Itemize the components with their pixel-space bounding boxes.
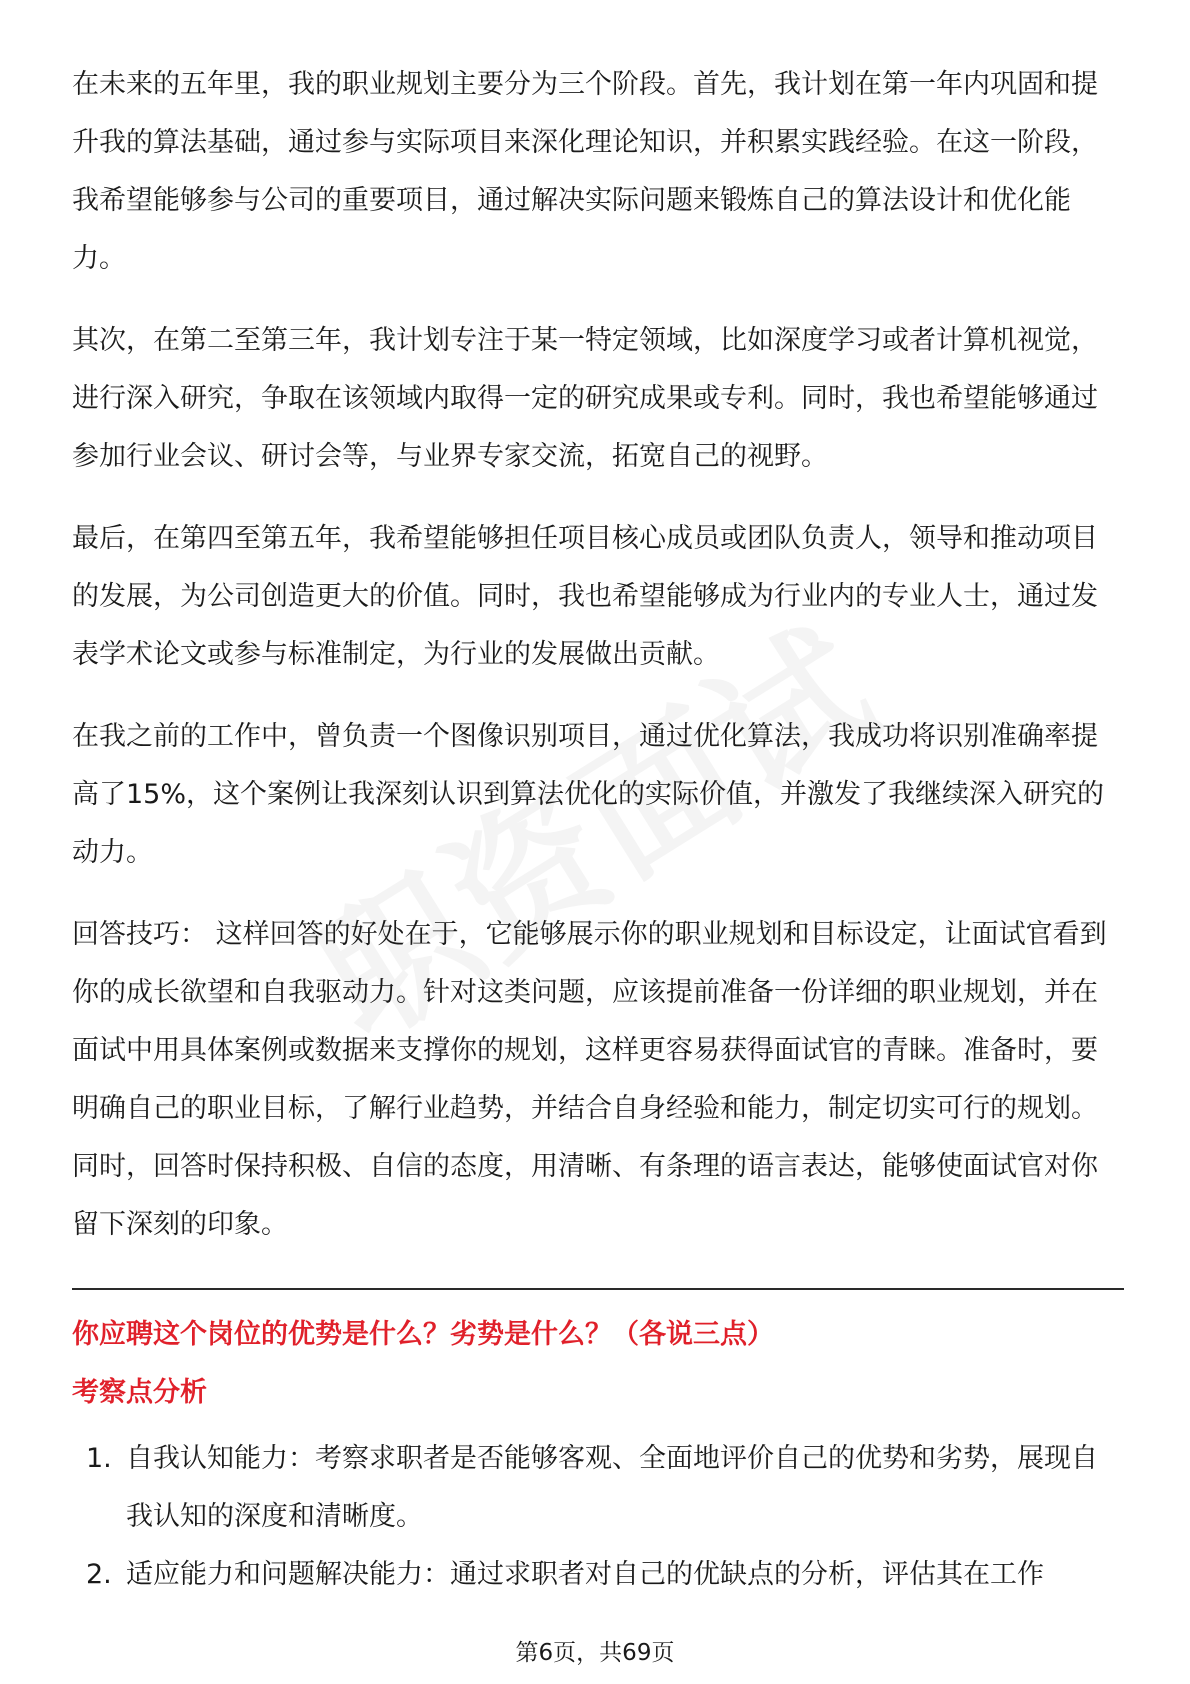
list-item-number: 2. [86, 1559, 112, 1590]
list-item [72, 1546, 1124, 1604]
section-divider [72, 1288, 1124, 1290]
paragraph-second-stage: 其次，在第二至第三年，我计划专注于某一特定领域，比如深度学习或者计算机视觉，进行深入研究，争取在该领域内取得一定的研究成果或专利。同时，我也希望能够通过参加行业会议、研讨会等，与业界专家交流，拓宽自己的视野。 [72, 325, 1098, 472]
list-item-text: 适应能力和问题解决能力：通过求职者对自己的优缺点的分析，评估其在工作 [126, 1559, 1044, 1590]
page-number-footer: 第6页，共69页 [515, 1640, 675, 1666]
list-item-text: 自我认知能力：考察求职者是否能够客观、全面地评价自己的优势和劣势，展现自我认知的深度和清晰度。 [126, 1443, 1098, 1532]
analysis-list [72, 1430, 1124, 1604]
analysis-heading: 考察点分析 [72, 1377, 207, 1408]
paragraph-case-example: 在我之前的工作中，曾负责一个图像识别项目，通过优化算法，我成功将识别准确率提高了15%，这个案例让我深刻认识到算法优化的实际价值，并激发了我继续深入研究的动力。 [72, 721, 1105, 868]
list-item [72, 1430, 1124, 1546]
question-heading: 你应聘这个岗位的优势是什么？劣势是什么？（各说三点） [72, 1319, 774, 1350]
paragraph-third-stage: 最后，在第四至第五年，我希望能够担任项目核心成员或团队负责人，领导和推动项目的发展，为公司创造更大的价值。同时，我也希望能够成为行业内的专业人士，通过发表学术论文或参与标准制定，为行业的发展做出贡献。 [72, 523, 1098, 670]
list-item-number: 1. [86, 1443, 112, 1474]
paragraph-answer-tips: 回答技巧： 这样回答的好处在于，它能够展示你的职业规划和目标设定，让面试官看到你的成长欲望和自我驱动力。针对这类问题，应该提前准备一份详细的职业规划，并在面试中用具体案例或数据来支撑你的规划，这样更容易获得面试官的青睐。准备时，要明确自己的职业目标，了解行业趋势，并结合自身经验和能力，制定切实可行的规划。同时，回答时保持积极、自信的态度，用清晰、有条理的语言表达，能够使面试官对你留下深刻的印象。 [72, 919, 1107, 1240]
paragraph-five-year-plan: 在未来的五年里，我的职业规划主要分为三个阶段。首先，我计划在第一年内巩固和提升我的算法基础，通过参与实际项目来深化理论知识，并积累实践经验。在这一阶段，我希望能够参与公司的重要项目，通过解决实际问题来锻炼自己的算法设计和优化能力。 [72, 69, 1098, 274]
page-content [72, 56, 1124, 1604]
